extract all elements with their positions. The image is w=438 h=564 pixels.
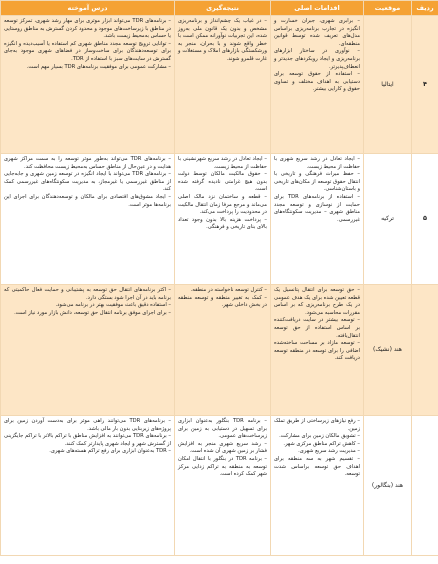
- action-item: – استفاده از برنامه‌های TDR برای حمایت از نوسازی و توسعه مجدد مناطق شهری – مدیریت سکونتگاه‌های غیررسمی.: [274, 193, 360, 223]
- row-conclusion: [175, 416, 271, 556]
- conclusion-item: – قطعه و ساختمان نزد مالک اصلی می‌ماند و مرجع مرفا زمان انتقال مالکیت در محدودیت را پرداخت می‌کند.: [178, 193, 267, 216]
- row-actions: [271, 285, 364, 416]
- row-location: هند (بنگالور): [364, 416, 412, 556]
- header-conclusion: نتیجه‌گیری: [175, 1, 271, 16]
- conclusion-item: – حقوق مالکیت مالکان توسط دولت بدون هیچ غرامتی نادیده گرفته شده است.: [178, 171, 267, 193]
- row-location: ترکیه: [364, 154, 412, 285]
- lesson-item: – اکثر برنامه‌های انتقال حق توسعه به پشتیبانی و حمایت فعال حاکمیتی که برنامه باید در آن اجرا شود بستگی دارد.: [4, 287, 171, 301]
- row-lessons: [1, 416, 175, 556]
- lesson-item: – برای اجرای موفق برنامه انتقال حق توسعه، دانش بازار مورد نیاز است.: [14, 309, 171, 316]
- action-item: – نوآوری در ساختار ابزارهای برنامه‌ریزی و ایجاد رویکردهای جدیدتر و انعطاف‌پذیرتر.: [274, 48, 360, 70]
- row-lessons: [1, 16, 175, 154]
- row-index: [412, 416, 438, 556]
- table-row: [1, 416, 438, 556]
- lesson-item: – برنامه‌های TDR می‌توانند به افزایش مناطق با تراکم بالاتر با تراکم جایگزینی از گسترش شهر و ایجاد شهری پایدارتر کمک کنند.: [4, 433, 171, 447]
- action-item: – تشویق مالکان زمین برای مشارکت.: [279, 433, 360, 440]
- action-item: – ایجاد تعادل در رشد سریع شهری با حفاظت از محیط زیست.: [274, 156, 360, 170]
- row-conclusion: [175, 285, 271, 416]
- table-row: [1, 154, 438, 285]
- row-conclusion: [175, 154, 271, 285]
- header-index: ردیف: [412, 1, 438, 16]
- header-actions: اقدامات اصلی: [271, 1, 364, 16]
- conclusion-item: – ایجاد تعادل در رشد سریع شهرنشینی با حفاظت از محیط زیست.: [178, 156, 267, 170]
- row-lessons: [1, 285, 175, 416]
- lesson-item: – مشارکت عمومی برای موفقیت برنامه‌های TDR بسیار مهم است.: [26, 63, 171, 70]
- conclusion-item: – رشد سریع شهری منجر به افزایش فشار بر زمین شهری آن شده است.: [178, 440, 267, 455]
- lesson-item: – برنامه‌های TDR می‌توانند راهی موثر برای به‌دست آوردن زمین برای پروژه‌های زیربنایی بدون بار مالی باشد.: [4, 418, 171, 432]
- lesson-item: – برنامه‌های TDR می‌تواند با ایجاد انگیزه در توسعه زمین شهری و جابه‌جایی از مناطق غیررسمی یا غیرمجاز، به مدیریت سکونتگاه‌های غیررسمی کمک کند.: [4, 171, 171, 193]
- action-item: – استفاده از حقوق توسعه برای دستیابی به اهداف مختلف و تساوی حقوق و کارایی بیشتر.: [274, 71, 360, 93]
- header-lessons: درس آموخته: [1, 1, 175, 16]
- conclusion-item: – در غیاب یک چشم‌انداز و برنامه‌ریزی مشخص و بدون یک قانون ملی به‌روز شده، این تجربیات نوآورانه ممکن است با خطر واقع شوند و با بحران، منجر به ورشکستگی بازارهای املاک و مستغلات و غارت قلمرو شوند.: [178, 18, 267, 62]
- row-index: [412, 285, 438, 416]
- row-actions: [271, 16, 364, 154]
- conclusion-item: – کمک به تغییر منطقه و توسعه منطقه در بخش داخلی شهر.: [178, 294, 267, 309]
- conclusion-item: – برنامه TDR در بنگلور با انتقال امکان توسعه به منطقه به تراکم زدایی مرکز شهر کمک کرده است.: [178, 455, 267, 478]
- conclusion-item: – پرداخت هزینه بالا بدون وجود تعداد بالای بنای تاریخی و فرهنگی.: [178, 216, 267, 231]
- conclusion-item: – برنامه TDR بنگلور به‌عنوان ابزاری برای تسهیل در دستیابی به زمین برای زیرساخت‌های عمومی.: [178, 418, 267, 440]
- action-item: – رفع نیازهای زیرساختی از طریق تملک زمین.: [274, 418, 360, 432]
- row-index: ۵: [412, 154, 438, 285]
- action-item: – مدیریت رشد سریع شهری.: [298, 448, 360, 455]
- lesson-item: – TDR به‌عنوان ابزاری برای رفع تراکم هسته‌های شهری.: [49, 448, 171, 455]
- action-item: – حق توسعه برای انتقال پتانسیل یک قطعه تعیین شده برای یک هدف عمومی در یک طرح برنامه‌ریزی که بر اساس مقررات محاسبه می‌شود.: [274, 287, 360, 316]
- header-location: موقعیت: [364, 1, 412, 16]
- action-item: – تقسیم شهر به سه منطقه برای اهداف حق توسعه براساس شدت توسعه.: [274, 455, 360, 478]
- table-header-row: [1, 1, 438, 16]
- table-row: [1, 16, 438, 154]
- lesson-item: – استفاده دقیق باعث موفقیت بهتر در برنامه می‌شود.: [55, 302, 171, 309]
- action-item: – توسعه بیشتر در سایت دریافت‌کننده بر اساس استفاده از حق توسعه انتقال‌یافته.: [274, 317, 360, 339]
- lesson-item: – ایجاد مشوق‌های اقتصادی برای مالکان و توسعه‌دهندگان برای اجرای این برنامه‌ها موثر است.: [4, 193, 171, 208]
- lesson-item: – توانایی ترویج توسعه مجدد مناطق شهری کم استفاده یا آسیب‌دیده و انگیزه برای توسعه‌دهندگان برای ساخت‌وساز در فضاهای شهری موجود به‌جای گسترش در سایت‌های سبز با استفاده از TDR.: [4, 40, 171, 62]
- row-location: ایتالیا: [364, 16, 412, 154]
- row-actions: [271, 154, 364, 285]
- conclusion-item: – کنترل توسعه ناخواسته در منطقه.: [190, 287, 267, 293]
- action-item: – حفظ میراث فرهنگی و تاریخی با انتقال حقوق توسعه از مکان‌های تاریخی و باستان‌شناسی.: [274, 171, 360, 193]
- row-lessons: [1, 154, 175, 285]
- action-item: – برابری شهری، جبران خسارت و انگیزه در تجارب برنامه‌ریزی براساس مدل‌های تعریف شده توسط قوانین منطقه‌ای.: [274, 18, 360, 47]
- action-item: – کاهش تراکم مناطق مرکزی شهر.: [283, 440, 360, 447]
- action-item: – توسعه مازاد بر مساحت ساخته‌شده اضافی را برای توسعه در منطقه توسعه دریافت کند.: [274, 340, 360, 362]
- row-conclusion: [175, 16, 271, 154]
- row-index: ۴: [412, 16, 438, 154]
- row-actions: [271, 416, 364, 556]
- lesson-item: – برنامه‌های TDR می‌تواند ابزار موثری برای مهار رشد شهری، تمرکز توسعه در مناطق با زیرساخت‌های موجود و محدود کردن گسترش به مناطق روستایی یا حساس به‌محیط زیست باشد.: [4, 18, 171, 40]
- row-location: هند (نشیک): [364, 285, 412, 416]
- lesson-item: – برنامه‌های TDR می‌تواند به‌طور موثر توسعه را به سمت مراکز شهری هدایت و در عین‌حال از مناطق حساس به‌محیط زیست محافظت کند.: [4, 156, 171, 170]
- table-row: [1, 285, 438, 416]
